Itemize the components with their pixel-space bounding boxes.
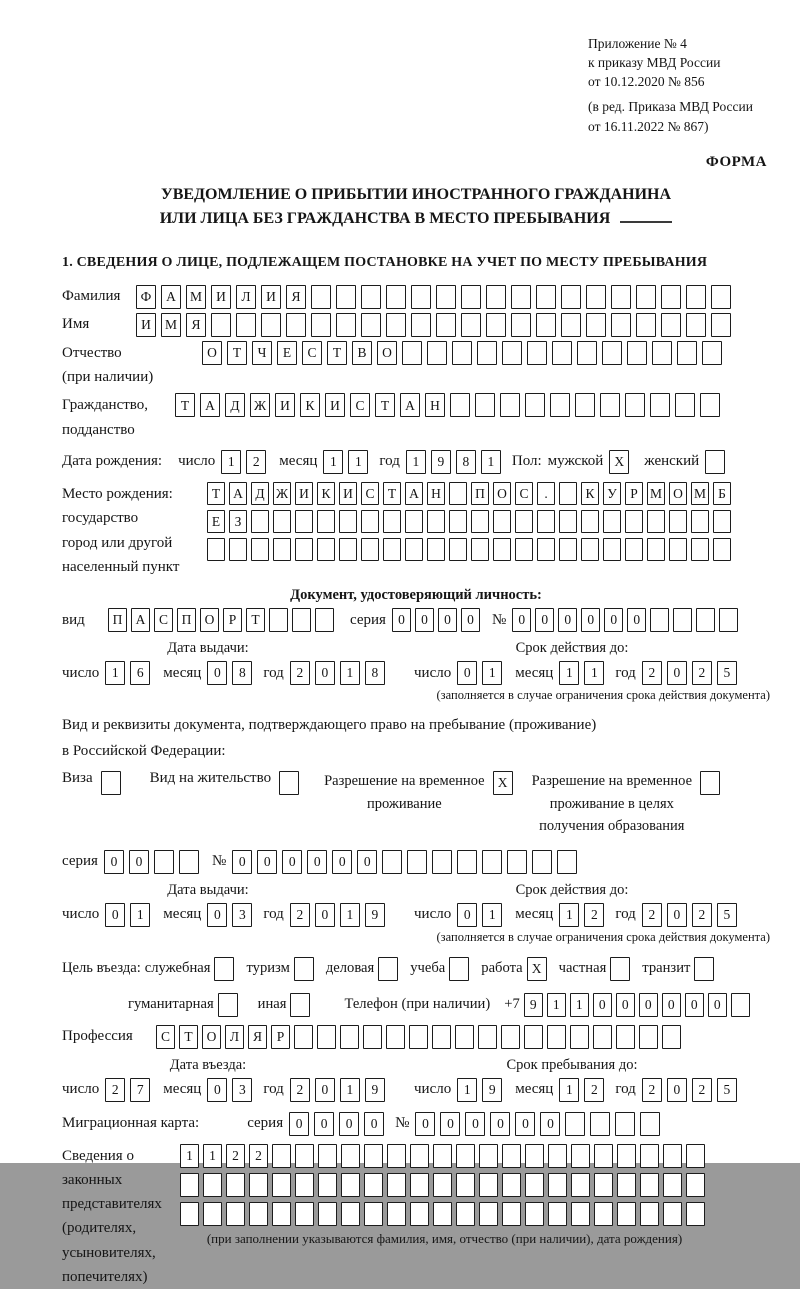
day-label: число — [62, 1081, 100, 1098]
issue-date-col — [62, 882, 414, 927]
residence-doc-options-row — [62, 770, 770, 837]
number-label: № — [395, 1115, 410, 1132]
purpose-transit-checkbox[interactable] — [694, 957, 719, 981]
birth-place-block — [62, 482, 770, 579]
month-label: месяц — [163, 664, 202, 681]
issue-date-heading: Дата выдачи: — [167, 881, 249, 898]
month-label: месяц — [515, 664, 554, 681]
doc-issue-year-boxes[interactable]: 2 0 1 8 — [290, 661, 390, 685]
series-label: серия — [350, 611, 386, 628]
month-label: месяц — [163, 906, 202, 923]
form-title — [62, 183, 770, 231]
purpose-study-checkbox[interactable] — [449, 957, 474, 981]
edition-line: от 16.11.2022 № 867) — [588, 118, 709, 134]
birth-date-label: Дата рождения: — [62, 453, 163, 470]
year-label: год — [379, 453, 400, 470]
title-blank-underline — [620, 209, 672, 223]
validity-note: (заполняется в случае ограничения срока действия документа) — [436, 929, 770, 944]
birth-place-row3-boxes[interactable] — [207, 538, 735, 561]
representatives-block — [62, 1144, 770, 1289]
birth-place-label-line: государство — [62, 510, 139, 527]
purpose-transit-label: транзит — [642, 960, 691, 977]
birth-day-boxes[interactable]: 1 2 — [221, 450, 271, 474]
validity-note: (заполняется в случае ограничения срока действия документа) — [436, 688, 770, 703]
doc-type-label: вид — [62, 611, 85, 628]
phone-prefix: +7 — [504, 996, 520, 1013]
migration-series-boxes[interactable]: 0 0 0 0 — [289, 1112, 389, 1136]
residence-issue-year-boxes[interactable]: 2 0 1 9 — [290, 903, 390, 927]
birth-place-label — [62, 482, 207, 579]
residence-series-boxes[interactable]: 0 0 — [104, 850, 204, 874]
purpose-row-2 — [62, 993, 770, 1017]
temp-residence-edu-label — [532, 770, 692, 837]
valid-until-heading: Срок действия до: — [515, 640, 629, 657]
residence-permit-label: Вид на жительство — [149, 770, 272, 787]
residence-doc-series-row — [62, 850, 770, 874]
entry-month-boxes[interactable]: 0 3 — [207, 1078, 257, 1102]
visa-checkbox[interactable] — [101, 771, 126, 795]
appendix-reference — [588, 34, 770, 136]
stay-until-row — [414, 1078, 770, 1102]
profession-boxes[interactable]: С Т О Л Я Р — [156, 1025, 685, 1049]
residence-doc-intro — [62, 713, 770, 764]
patronymic-label — [62, 341, 202, 390]
doc-number-boxes[interactable]: 0 0 0 0 0 0 — [512, 608, 742, 632]
temp-residence-label — [324, 770, 484, 815]
birth-year-boxes[interactable]: 1 9 8 1 — [406, 450, 506, 474]
purpose-business-label: деловая — [325, 960, 375, 977]
temp-residence-label-line: проживание — [366, 795, 442, 812]
birth-place-row2-boxes[interactable]: Е З — [207, 510, 735, 533]
year-label: год — [615, 1081, 636, 1098]
representatives-row2-boxes[interactable] — [180, 1173, 709, 1197]
doc-series-boxes[interactable]: 0 0 0 0 — [392, 608, 484, 632]
issue-date-heading: Дата выдачи: — [167, 640, 249, 657]
given-name-row — [62, 313, 770, 337]
temp-residence-edu-checkbox[interactable] — [700, 771, 725, 795]
representatives-label — [62, 1144, 180, 1289]
day-label: число — [62, 664, 100, 681]
year-label: год — [263, 1081, 284, 1098]
purpose-private-checkbox[interactable] — [610, 957, 635, 981]
form-title-line2-text: ИЛИ ЛИЦА БЕЗ ГРАЖДАНСТВА В МЕСТО ПРЕБЫВАНИЯ — [159, 209, 611, 227]
entry-date-row — [62, 1078, 414, 1102]
issue-date-col — [62, 640, 414, 685]
entry-dates — [62, 1057, 770, 1102]
doc-expiry-month-boxes[interactable]: 1 1 — [559, 661, 609, 685]
identity-doc-heading: Документ, удостоверяющий личность: — [290, 587, 542, 604]
patronymic-row — [62, 341, 770, 390]
purpose-study-label: учеба — [410, 960, 446, 977]
stay-until-col — [414, 1057, 770, 1102]
birth-place-boxes-stack — [207, 482, 735, 566]
number-label: № — [491, 611, 507, 628]
residence-doc-dates — [62, 882, 770, 945]
identity-doc-dates — [62, 640, 770, 703]
representatives-boxes-stack — [180, 1144, 709, 1247]
purpose-work-checkbox[interactable]: X — [527, 957, 552, 981]
citizenship-boxes[interactable]: Т А Д Ж И К И С Т А Н — [175, 393, 725, 417]
representatives-note: (при заполнении указываются фамилия, имя, отчество (при наличии), дата рождения) — [206, 1230, 683, 1246]
doc-type-boxes[interactable]: П А С П О Р Т — [108, 608, 338, 632]
sex-male-checkbox[interactable]: X — [609, 450, 634, 474]
appendix-line: к приказу МВД России — [588, 55, 721, 71]
doc-expiry-day-boxes[interactable]: 0 1 — [457, 661, 507, 685]
surname-row — [62, 285, 770, 309]
entry-date-heading: Дата въезда: — [169, 1056, 247, 1073]
day-label: число — [414, 1081, 452, 1098]
day-label: число — [178, 453, 216, 470]
sex-male-label: мужской — [547, 453, 604, 470]
residence-doc-intro-line1: Вид и реквизиты документа, подтверждающего право на пребывание (проживание) — [62, 717, 597, 734]
residence-issue-month-boxes[interactable]: 0 3 — [207, 903, 257, 927]
doc-issue-month-boxes[interactable]: 0 8 — [207, 661, 257, 685]
appendix-line: от 10.12.2020 № 856 — [588, 74, 705, 90]
patronymic-boxes[interactable]: О Т Ч Е С Т В О — [202, 341, 727, 365]
residence-issue-day-boxes[interactable]: 0 1 — [105, 903, 155, 927]
representatives-label-line: представителях — [62, 1196, 162, 1213]
citizenship-row — [62, 393, 770, 442]
patronymic-label-line1: Отчество — [62, 344, 122, 361]
valid-until-row — [414, 903, 770, 927]
month-label: месяц — [515, 1081, 554, 1098]
visa-label: Виза — [62, 770, 93, 787]
month-label: месяц — [279, 453, 318, 470]
stay-day-boxes[interactable]: 1 9 — [457, 1078, 507, 1102]
patronymic-label-line2: (при наличии) — [62, 369, 154, 386]
issue-date-row — [62, 903, 414, 927]
valid-until-row — [414, 661, 770, 685]
temp-residence-checkbox[interactable]: X — [493, 771, 518, 795]
residence-number-boxes[interactable]: 0 0 0 0 0 0 — [232, 850, 582, 874]
series-label: серия — [62, 853, 98, 870]
representatives-row1-boxes[interactable]: 1 1 2 2 — [180, 1144, 709, 1168]
purpose-tourism-checkbox[interactable] — [294, 957, 319, 981]
birth-month-boxes[interactable]: 1 1 — [323, 450, 373, 474]
purpose-humanitarian-label: гуманитарная — [128, 996, 214, 1013]
purpose-private-label: частная — [558, 960, 607, 977]
edition-line: (в ред. Приказа МВД России — [588, 99, 753, 115]
valid-until-heading: Срок действия до: — [515, 881, 629, 898]
issue-date-row — [62, 661, 414, 685]
citizenship-label — [62, 393, 175, 442]
valid-until-col — [414, 640, 770, 703]
stay-month-boxes[interactable]: 1 2 — [559, 1078, 609, 1102]
entry-date-col — [62, 1057, 414, 1102]
form-title-line1: УВЕДОМЛЕНИЕ О ПРИБЫТИИ ИНОСТРАННОГО ГРАЖДАНИНА — [160, 185, 672, 203]
purpose-tourism-label: туризм — [246, 960, 290, 977]
citizenship-label-line1: Гражданство, — [62, 397, 149, 414]
representatives-label-line: законных — [62, 1171, 123, 1188]
representatives-label-line: попечителях) — [62, 1269, 148, 1286]
surname-label: Фамилия — [62, 288, 121, 305]
temp-residence-edu-label-line: Разрешение на временное — [531, 773, 693, 790]
migration-card-row — [62, 1112, 770, 1136]
surname-boxes[interactable]: Ф А М И Л И Я — [136, 285, 736, 309]
profession-label: Профессия — [62, 1028, 133, 1045]
valid-until-col — [414, 882, 770, 945]
residence-permit-checkbox[interactable] — [279, 771, 304, 795]
purpose-other-label: иная — [257, 996, 287, 1013]
phone-label: Телефон (при наличии) — [344, 996, 491, 1013]
year-label: год — [263, 664, 284, 681]
representatives-label-line: Сведения о — [62, 1147, 134, 1164]
series-label: серия — [247, 1115, 284, 1132]
sex-female-checkbox[interactable] — [705, 450, 730, 474]
day-label: число — [414, 906, 452, 923]
representatives-label-line: усыновителях, — [62, 1244, 156, 1261]
entry-day-boxes[interactable]: 2 7 — [105, 1078, 155, 1102]
birth-place-label-line: населенный пункт — [62, 558, 180, 575]
purpose-humanitarian-checkbox[interactable] — [218, 993, 243, 1017]
form-word-label: ФОРМА — [705, 153, 767, 170]
purpose-official-checkbox[interactable] — [214, 957, 239, 981]
number-label: № — [211, 853, 227, 870]
residence-expiry-year-boxes[interactable]: 2 0 2 5 — [642, 903, 742, 927]
birth-date-row — [62, 450, 770, 474]
given-name-boxes[interactable]: И М Я — [136, 313, 736, 337]
birth-place-label-line: Место рождения: — [62, 485, 173, 502]
day-label: число — [62, 906, 100, 923]
doc-issue-day-boxes[interactable]: 1 6 — [105, 661, 155, 685]
stay-year-boxes[interactable]: 2 0 2 5 — [642, 1078, 742, 1102]
citizenship-label-line2: подданство — [62, 421, 135, 438]
year-label: год — [263, 906, 284, 923]
migration-card-label: Миграционная карта: — [62, 1115, 200, 1132]
identity-doc-type-row — [62, 608, 770, 632]
form-title-line2 — [62, 207, 770, 231]
birth-place-label-line: город или другой — [62, 534, 173, 551]
temp-residence-edu-label-line: проживание в целях — [549, 795, 674, 812]
profession-row — [62, 1025, 770, 1049]
day-label: число — [414, 664, 452, 681]
section1-title: 1. СВЕДЕНИЯ О ЛИЦЕ, ПОДЛЕЖАЩЕМ ПОСТАНОВКЕ НА УЧЕТ ПО МЕСТУ ПРЕБЫВАНИЯ — [62, 254, 708, 270]
purpose-other-checkbox[interactable] — [290, 993, 315, 1017]
purpose-row-1 — [62, 957, 770, 981]
residence-doc-intro-line2: в Российской Федерации: — [62, 742, 226, 759]
purpose-work-label: работа — [481, 960, 523, 977]
doc-expiry-year-boxes[interactable]: 2 0 2 5 — [642, 661, 742, 685]
purpose-official-label: служебная — [144, 960, 211, 977]
entry-year-boxes[interactable]: 2 0 1 9 — [290, 1078, 390, 1102]
month-label: месяц — [515, 906, 554, 923]
representatives-row3-boxes[interactable] — [180, 1202, 709, 1226]
given-name-label: Имя — [62, 316, 90, 333]
birth-place-row1-boxes[interactable]: Т А Д Ж И К И С Т А Н П О С . К У Р М О М Б — [207, 482, 735, 505]
purpose-business-checkbox[interactable] — [378, 957, 403, 981]
representatives-label-line: (родителях, — [62, 1220, 137, 1237]
migration-number-boxes[interactable]: 0 0 0 0 0 0 — [415, 1112, 665, 1136]
sex-female-label: женский — [644, 453, 700, 470]
residence-expiry-month-boxes[interactable]: 1 2 — [559, 903, 609, 927]
phone-boxes[interactable]: 9 1 1 0 0 0 0 0 0 — [524, 993, 754, 1017]
purpose-label: Цель въезда: — [62, 960, 141, 977]
year-label: год — [615, 906, 636, 923]
year-label: год — [615, 664, 636, 681]
month-label: месяц — [163, 1081, 202, 1098]
appendix-line: Приложение № 4 — [588, 36, 687, 51]
temp-residence-edu-label-line: получения образования — [539, 818, 685, 835]
sex-label: Пол: — [511, 453, 542, 470]
stay-until-heading: Срок пребывания до: — [506, 1056, 638, 1073]
temp-residence-label-line: Разрешение на временное — [324, 773, 485, 790]
residence-expiry-day-boxes[interactable]: 0 1 — [457, 903, 507, 927]
